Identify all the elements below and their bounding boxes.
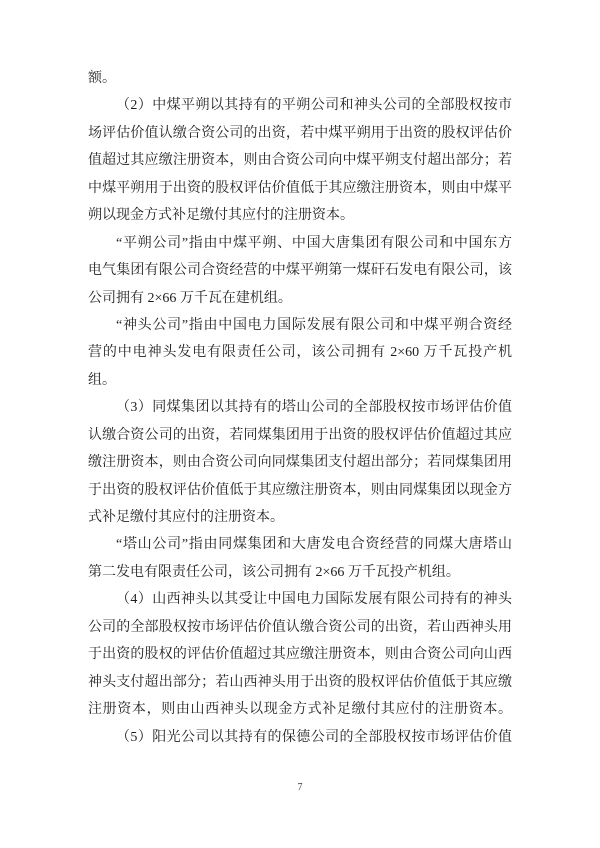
document-text-line: 电气集团有限公司合资经营的中煤平朔第一煤矸石发电有限公司，该 xyxy=(88,263,512,279)
document-text-line: 组。 xyxy=(88,372,116,388)
document-text-line: 额。 xyxy=(88,71,116,86)
document-text-line: 中煤平朔用于出资的股权评估价值低于其应缴注册资本，则由中煤平 xyxy=(88,180,512,196)
document-text-line: 于出资的股权评估价值低于其应缴注册资本，则由同煤集团以现金方 xyxy=(88,482,512,498)
document-text-line: 于出资的股权的评估价值超过其应缴注册资本，则由合资公司向山西 xyxy=(88,647,512,663)
document-text-line: “平朔公司”指由中煤平朔、中国大唐集团有限公司和中国东方 xyxy=(116,235,512,251)
document-text-line: 认缴合资公司的出资，若同煤集团用于出资的股权评估价值超过其应 xyxy=(88,427,512,443)
document-text-line: “神头公司”指由中国电力国际发展有限公司和中煤平朔合资经 xyxy=(116,317,512,333)
document-text-line: （3）同煤集团以其持有的塔山公司的全部股权按市场评估价值 xyxy=(116,400,512,416)
page-footer xyxy=(0,777,600,795)
document-text-line: 神头支付超出部分；若山西神头用于出资的股权评估价值低于其应缴 xyxy=(88,674,512,690)
document-text-line: “塔山公司”指由同煤集团和大唐发电合资经营的同煤大唐塔山 xyxy=(116,537,512,553)
document-text-line: 注册资本，则由山西神头以现金方式补足缴付其应付的注册资本。 xyxy=(88,702,512,718)
document-text-line: 朔以现金方式补足缴付其应付的注册资本。 xyxy=(88,208,354,224)
document-text-line: （5）阳光公司以其持有的保德公司的全部股权按市场评估价值 xyxy=(116,729,512,745)
document-text-line: 缴注册资本，则由合资公司向同煤集团支付超出部分；若同煤集团用 xyxy=(88,455,512,471)
document-text-line: （2）中煤平朔以其持有的平朔公司和神头公司的全部股权按市 xyxy=(116,98,512,114)
document-text-line: 营的中电神头发电有限责任公司，该公司拥有 2×60 万千瓦投产机 xyxy=(88,345,512,361)
document-text-line: 值超过其应缴注册资本，则由合资公司向中煤平朔支付超出部分；若 xyxy=(88,153,512,169)
document-text-line: （4）山西神头以其受让中国电力国际发展有限公司持有的神头 xyxy=(116,592,512,608)
page-number: 7 xyxy=(297,782,303,793)
document-body xyxy=(88,65,512,751)
document-text-line: 场评估价值认缴合资公司的出资，若中煤平朔用于出资的股权评估价 xyxy=(88,125,512,141)
document-text-line: 公司拥有 2×66 万千瓦在建机组。 xyxy=(88,290,292,306)
document-text-line: 公司的全部股权按市场评估价值认缴合资公司的出资，若山西神头用 xyxy=(88,619,512,635)
document-text-line: 式补足缴付其应付的注册资本。 xyxy=(88,510,284,525)
document-text-line: 第二发电有限责任公司，该公司拥有 2×66 万千瓦投产机组。 xyxy=(88,564,460,580)
